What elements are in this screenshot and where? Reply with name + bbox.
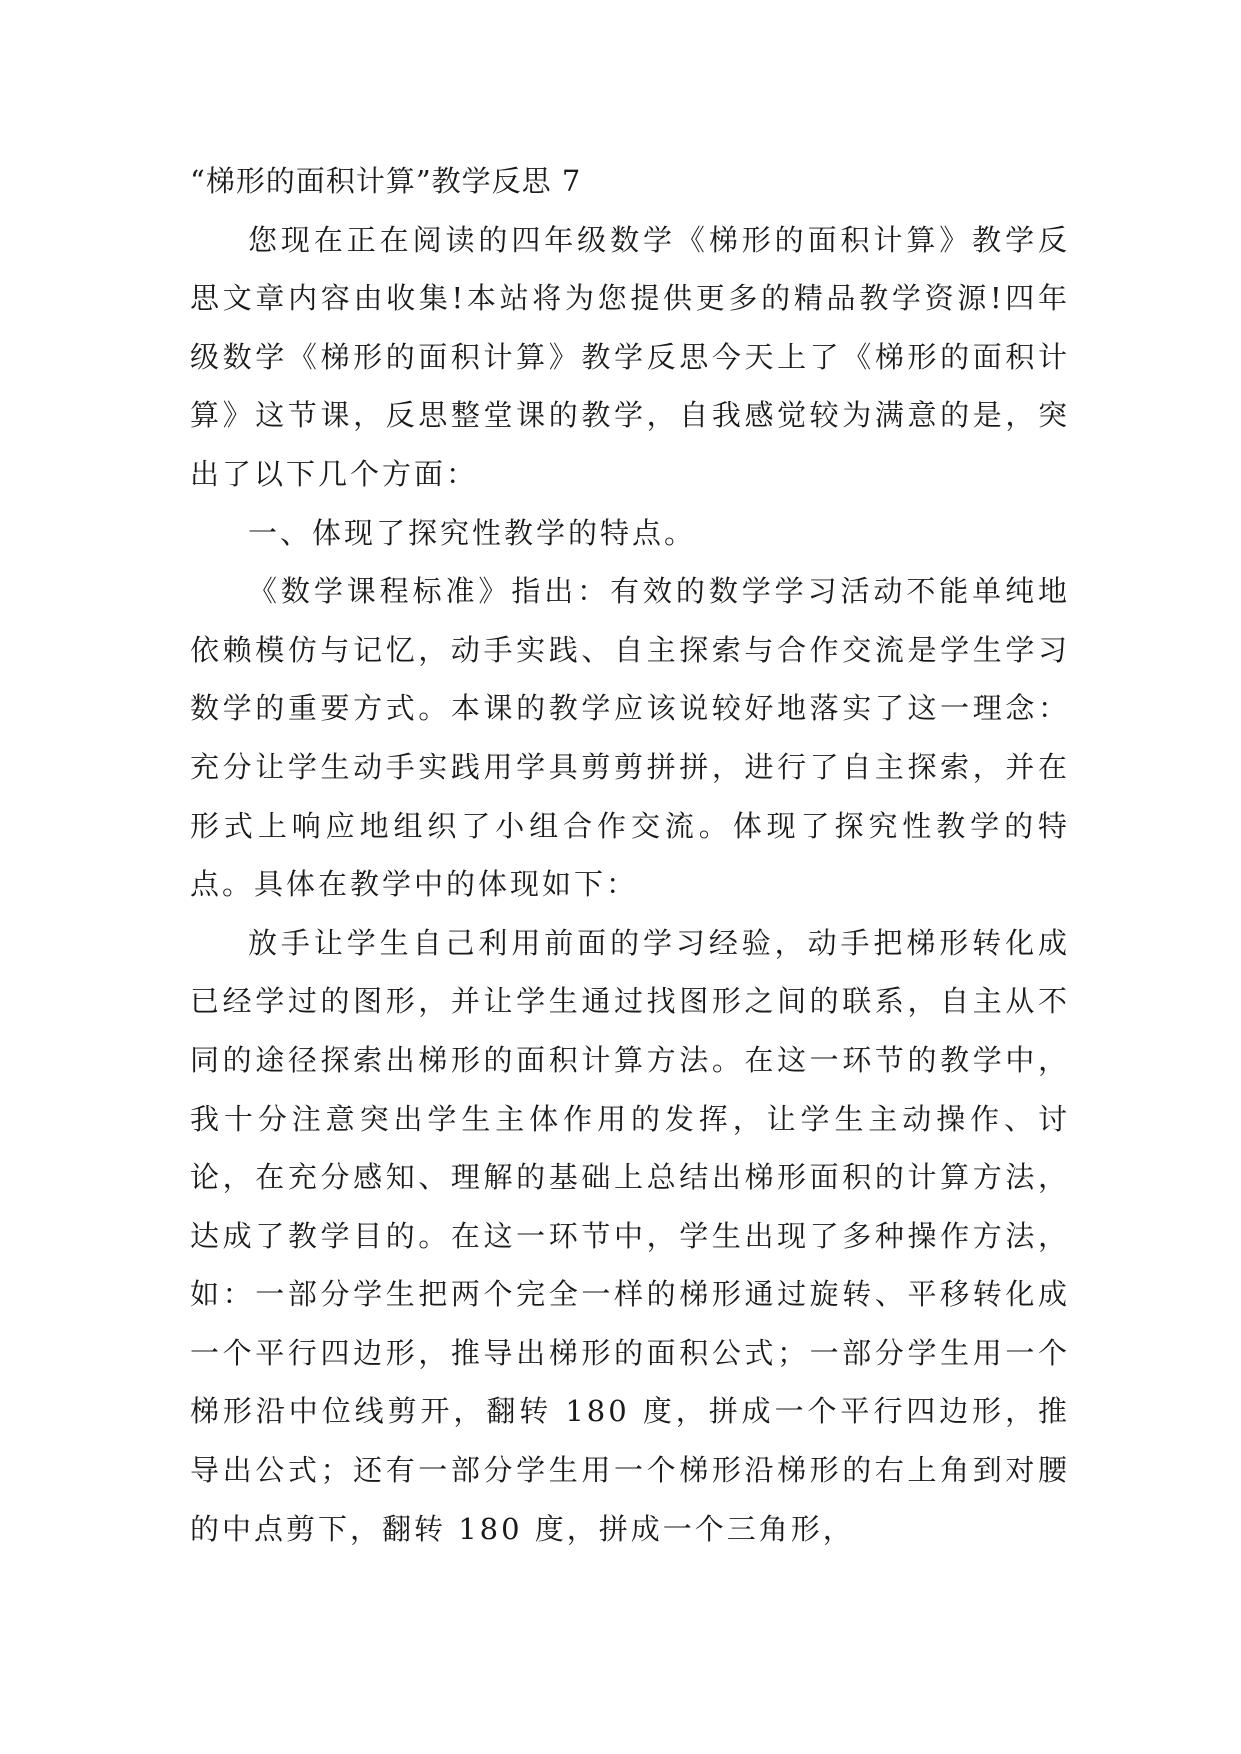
- paragraph-curriculum: 《数学课程标准》指出：有效的数学学习活动不能单纯地依赖模仿与记忆，动手实践、自主探索与合作交流是学生学习数学的重要方式。本课的教学应该说较好地落实了这一理念：充分让学生动手实践用学具剪剪拼拼，进行了自主探索，并在形式上响应地组织了小组合作交流。体现了探究性教学的特点。具体在教学中的体现如下：: [190, 574, 1070, 902]
- paragraph-methods: 放手让学生自己利用前面的学习经验，动手把梯形转化成已经学过的图形，并让学生通过找图形之间的联系，自主从不同的途径探索出梯形的面积计算方法。在这一环节的教学中，我十分注意突出学生主体作用的发挥，让学生主动操作、讨论，在充分感知、理解的基础上总结出梯形面积的计算方法，达成了教学目的。在这一环节中，学生出现了多种操作方法，如：一部分学生把两个完全一样的梯形通过旋转、平移转化成一个平行四边形，推导出梯形的面积公式；一部分学生用一个梯形沿中位线剪开，翻转 180 度，拼成一个平行四边形，推导出公式；还有一部分学生用一个梯形沿梯形的右上角到对腰的中点剪下，翻转 180 度，拼成一个三角形，: [190, 925, 1070, 1546]
- section-heading-1: 一、体现了探究性教学的特点。: [248, 515, 697, 550]
- paragraph-intro: 您现在正在阅读的四年级数学《梯形的面积计算》教学反思文章内容由收集!本站将为您提供更多的精品教学资源!四年级数学《梯形的面积计算》教学反思今天上了《梯形的面积计算》这节课，反思整堂课的教学，自我感觉较为满意的是，突出了以下几个方面：: [190, 222, 1070, 491]
- document-page: [190, 152, 1070, 1558]
- document-title: “梯形的面积计算”教学反思 7: [190, 164, 582, 198]
